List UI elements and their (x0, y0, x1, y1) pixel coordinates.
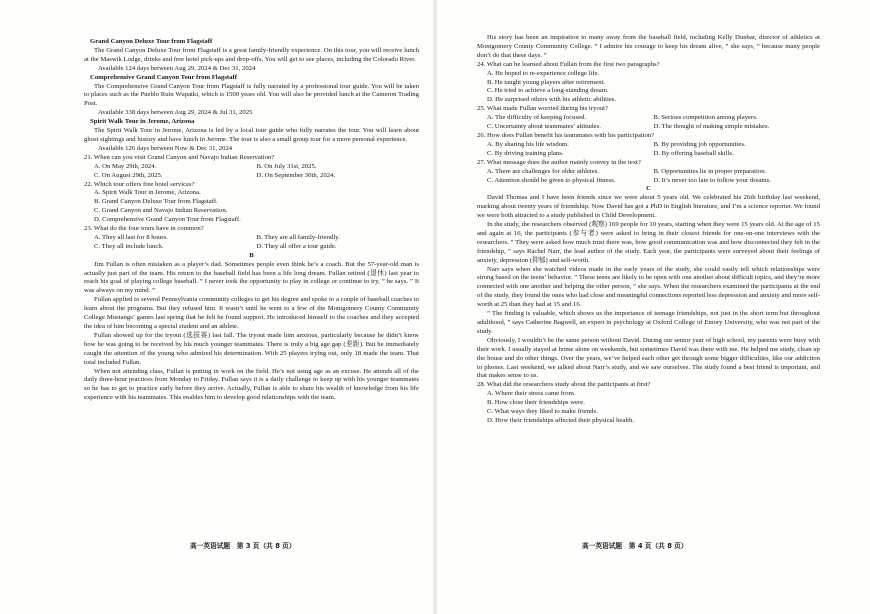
option-24c: C. He tried to achieve a long-standing dream. (487, 87, 609, 95)
tour-3-availability: Available 126 days between Now & Dec 31, 2024 (98, 144, 233, 152)
page-3-footer: 高一英语试题 第 3 页（共 8 页） (190, 542, 296, 550)
tour-1-title: Grand Canyon Deluxe Tour from Flagstaff (90, 38, 213, 45)
option-24a: A. He hoped to re-experience college life. (487, 69, 600, 77)
option-26d: D. By offering baseball skills. (653, 149, 734, 157)
option-27a: A. There are challenges for older athletes. (487, 167, 600, 175)
option-25b: B. Serious competition among players. (653, 114, 758, 122)
question-26: 26. How does Fullan benefit his teammates with his participation? (477, 131, 655, 139)
question-25: 25. What made Fullan worried during his tryout? (477, 105, 609, 113)
right-exam-page (435, 0, 870, 614)
tour-2-availability: Available 338 days between Aug 29, 2024 & Jul 31, 2025 (98, 109, 253, 117)
option-23d: D. They all offer a tour guide. (256, 242, 337, 250)
option-28a: A. Where their stress came from. (487, 390, 576, 398)
option-21a: A. On May 29th, 2024. (94, 162, 157, 170)
question-21-options (94, 163, 419, 181)
option-26a: A. By sharing his life wisdom. (487, 140, 569, 148)
option-26b: B. By providing job opportunities. (653, 140, 746, 148)
question-24: 24. What can be learned about Fullan from the first two paragraphs? (477, 60, 660, 68)
passage-b-paragraph-5: His story has been an inspiration to many away from the baseball field, including Kelly Dunbar, director of athletics at Montgomery County Community College. ” I admire his courage to keep his dream alive, ” she says, ” because many people don’t do that these days. ” (477, 34, 820, 59)
tour-2-title: Comprehensive Grand Canyon Tour from Flagstaff (90, 73, 237, 81)
passage-c-paragraph-4: ” The finding is valuable, which shows us the importance of teenage friendships, not just in the short term but throughout adulthood, ” says Catherine Bagwell, an expert in psychology at Oxford College of Emory University, who was not part of the study. (477, 310, 820, 335)
option-21c: C. On August 29th, 2025. (94, 171, 163, 179)
option-28b: B. How close their friendships were. (487, 399, 585, 407)
section-b-heading: B (249, 251, 254, 259)
passage-c-paragraph-5: Obviously, I wouldn’t be the same person without David. During our senior year of high school, my parents were busy with their work. I usually stayed at home alone on weekends, but sometimes David was there with me. He helped me study, clean up the house and do other things. Over the years, we’ve helped each other get through some bigger difficulties, like our addiction to phones. Last weekend, we talked about Narr’s study, and we saw ourselves. The study found a best friend is important, and that makes sense to us. (477, 336, 820, 380)
option-23a: A. They all last for 8 hours. (94, 233, 168, 241)
option-25c: C. Uncertainty about teammates’ attitudes. (487, 123, 601, 131)
question-28: 28. What did the researchers study about the participants at first? (477, 381, 651, 389)
tour-3-description: The Spirit Walk Tour in Jerome, Arizona is led by a local tour guide who fully narrates the tour. You will learn about ghost sightings and history and have lunch in Jerome. The tour is also a small group tour for a more personal experience. (84, 127, 419, 143)
option-28c: C. What ways they liked to make friends. (487, 408, 598, 416)
option-23c: C. They all include lunch. (94, 242, 164, 250)
section-c-heading: C (646, 185, 651, 193)
option-21d: D. On September 30th, 2024. (256, 171, 336, 179)
question-23: 23. What do the four tours have in common? (84, 225, 204, 233)
option-26c: C. By driving training plans. (487, 149, 564, 157)
option-28d: D. How their friendships affected their physical health. (487, 416, 635, 424)
passage-b-paragraph-4: When not attending class, Fullan is putting in work on the field. He’s not using age as an excuse. He attends all of the daily three-hour practices from Monday to Friday. Fullan says it is a daily challenge to keep up with his younger teammates so he has to get to practice early before they arrive. Actually, Fullan is able to share his wealth of knowledge from his life experience with his teammates. This enables him to develop good relationships with the team. (84, 367, 419, 402)
question-27-options (487, 168, 820, 186)
passage-b-paragraph-1: Jim Fullan is often mistaken as a player’s dad. Sometimes people even think he’s a coach. But the 57-year-old man is actually just part of the team. His return to the baseball field has been a life long dream. Fullan retired (退休) last year to reach his goal of playing college baseball. ” I never took the opportunity to play in college or continue to try, ” he says. ” It was always on my mind. ” (84, 260, 419, 295)
option-24d: D. He surprised others with his athletic abilities. (487, 96, 617, 104)
option-25a: A. The difficulty of keeping focused. (487, 114, 587, 122)
option-27c: C. Attention should be given to physical fitness. (487, 176, 616, 184)
option-22c: C. Grand Canyon and Navajo Indian Reservation. (94, 207, 228, 215)
question-24-options (487, 70, 820, 106)
option-22a: A. Spirit Walk Tour in Jerome, Arizona. (94, 189, 201, 197)
passage-c-paragraph-1: David Thomas and I have been friends since we were about 5 years old. We celebrated his 26th birthday last weekend, marking about twenty years of friendship. Now David has got a PhD in English literature, and I’m a science reporter. We found we were both attracted to a study published in Child Development. (477, 194, 820, 220)
tour-1-availability: Available 124 days between Aug 29, 2024 & Dec 31, 2024 (98, 64, 256, 72)
tour-2-description: The Comprehensive Grand Canyon Tour from Flagstaff is fully narrated by a professional tour guide. You will be taken to places such as the Pueblo Ruin Wupatki, which is 1500 years old. You will also be provided lunch at the Cameron Trading Post. (84, 82, 419, 108)
option-24b: B. He taught young players after retirement. (487, 78, 606, 86)
page-4-footer: 高一英语试题 第 4 页（共 8 页） (582, 542, 688, 550)
option-22d: D. Comprehensive Grand Canyon Tour from Flagstaff. (94, 216, 241, 224)
question-22: 22. Which tour offers free hotel services? (84, 180, 195, 188)
option-23b: B. They are all family-friendly. (256, 233, 340, 241)
question-25-options (487, 114, 820, 132)
passage-b-paragraph-2: Fullan applied to several Pennsylvania community colleges to get his degree and spoke to a couple of baseball coaches to learn about the programs. But they refused him. It wasn’t until he went to a few of the Montgomery County Community College Mustangs’ games last spring that he felt he found support. He introduced himself to the coaches and they accepted the idea of him becoming a special student and an athlete. (84, 296, 419, 330)
option-27b: B. Opportunities lie in proper preparation. (653, 167, 767, 175)
question-28-options (487, 390, 820, 426)
tour-1-description: The Grand Canyon Deluxe Tour from Flagstaff is a great family-friendly experience. On this tour, you will receive lunch at the Maswik Lodge, drinks and free hotel pick-ups and drop-offs. You will get to see places, including the Colorado River. (84, 46, 419, 63)
passage-b-paragraph-3: Fullan showed up for the tryout (选拔赛) last fall. The tryout made him anxious, particularly because he didn’t know how he was going to be received by his much younger teammates. There is truly a big age gap (差距). But he immediately caught the attention of the young who admired his determination. With 25 players trying out, only 18 made the team. That total included Fullan. (84, 331, 419, 366)
tour-3-title: Spirit Walk Tour in Jerome, Arizona (90, 118, 195, 126)
question-23-options (94, 234, 419, 252)
option-22b: B. Grand Canyon Deluxe Tour from Flagstaff. (94, 198, 218, 206)
passage-c-paragraph-2: In the study, the researchers observed (观察) 169 people for 10 years, starting when they were 15 years old. At the age of 15 and again at 16, the participants (参与者) were asked to bring in their closest friends for one-on-one interviews with the researchers. ” They were asked how much trust there was, how good communication was and how disconnected they felt in the friendship, ” says Rachel Narr, the lead author of the study. Each year, the participants were surveyed about their feelings of anxiety, depression (抑郁) and self-worth. (477, 221, 820, 264)
option-21b: B. On July 31st, 2025. (256, 162, 317, 170)
option-25d: D. The thought of making simple mistakes. (653, 123, 770, 131)
question-21: 21. When can you visit Grand Canyon and Navajo Indian Reservation? (84, 153, 275, 161)
question-27: 27. What message does the author mainly convey in the text? (477, 158, 641, 166)
question-22-options (94, 189, 419, 225)
passage-c-paragraph-3: Narr says when she watched videos made in the early years of the study, she could easily tell which relationships were strong based on the teens’ behavior. ” These teens are likely to be open with one another about difficult topics, and they’re more connected with one another and helping the other person, ” she says. When the researchers examined the participants at the end of the study, they found the ones who had close and meaningful connections reported less depression and anxiety and more self-worth at 25 than they had at 15 and 16. (477, 265, 820, 309)
option-27d: D. It’s never too late to follow your dreams. (653, 176, 771, 184)
question-26-options (487, 141, 820, 159)
